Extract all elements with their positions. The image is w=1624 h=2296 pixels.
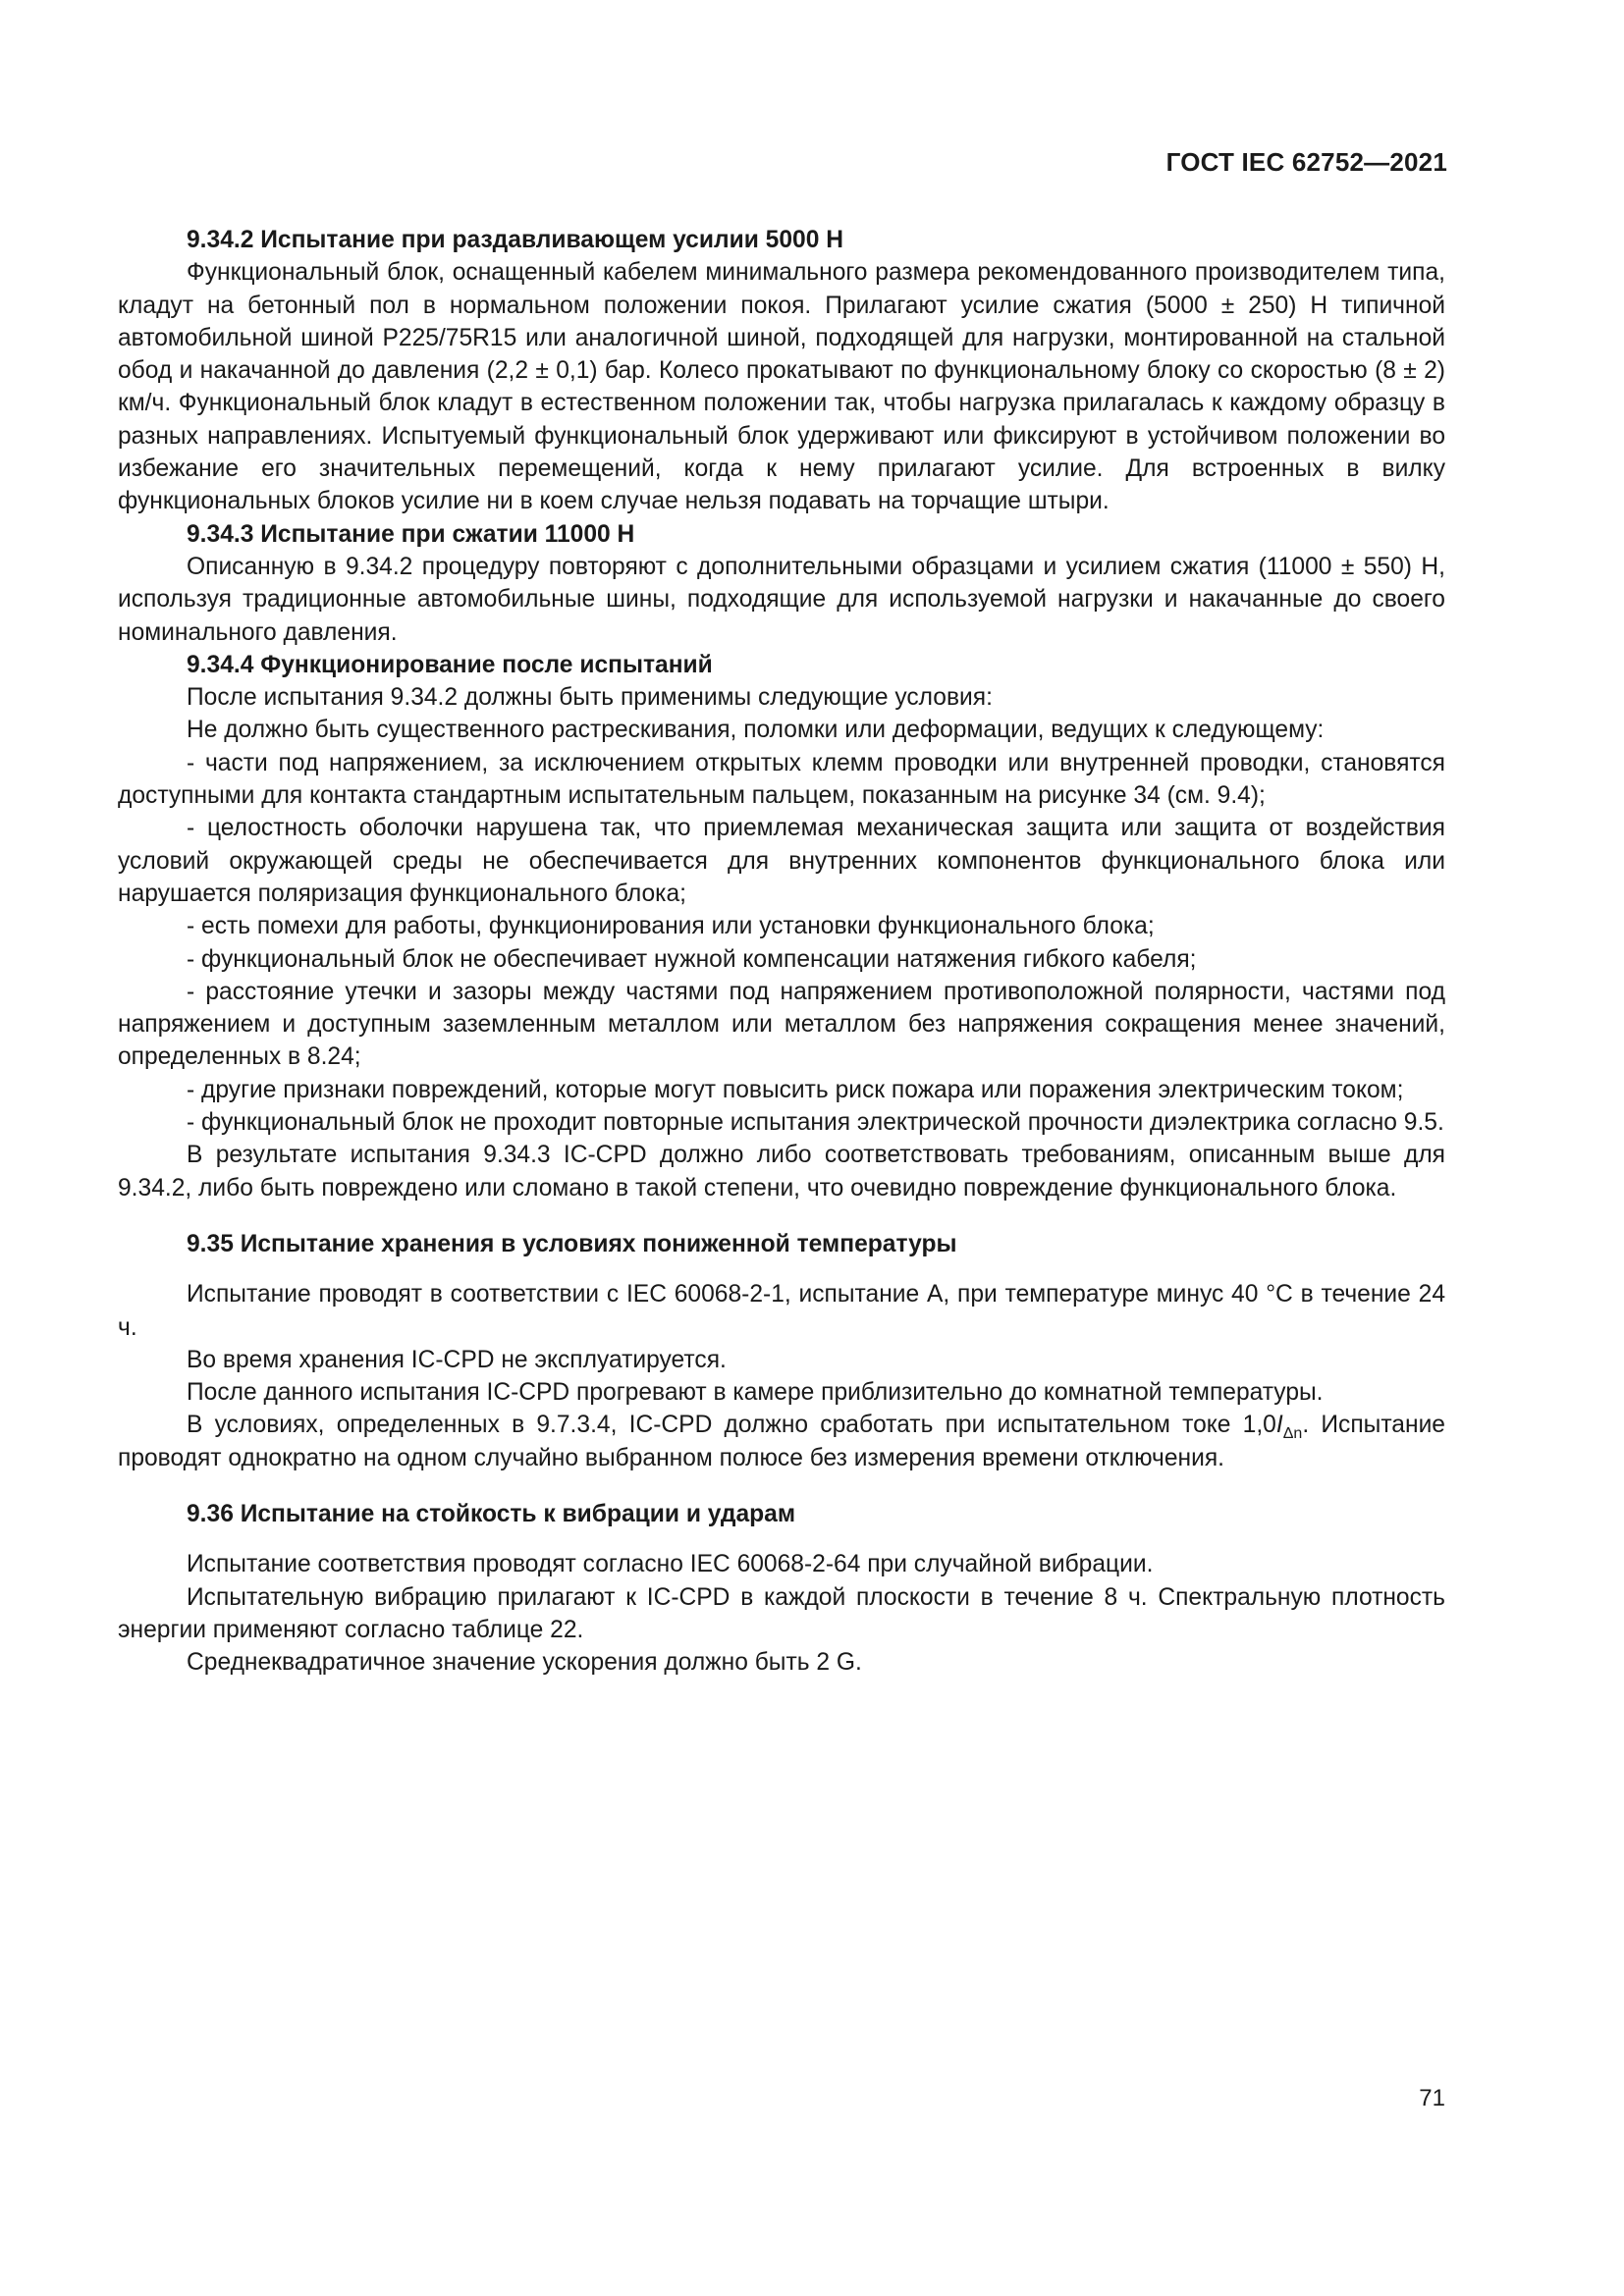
paragraph: Описанную в 9.34.2 процедуру повторяют с дополнительными образцами и усилием сжатия (11000 ± 550) Н, используя традиционные автомобильные шины, подходящие для используемой нагрузки и накачанные до своего номинального давления. <box>118 553 1445 646</box>
section-heading-9-34-3: 9.34.3 Испытание при сжатии 11000 Н <box>187 520 635 548</box>
list-item: - функциональный блок не проходит повторные испытания электрической прочности диэлектрика согласно 9.5. <box>187 1109 1444 1137</box>
list-item: - есть помехи для работы, функционирования или установки функционального блока; <box>187 913 1155 940</box>
paragraph: В результате испытания 9.34.3 IC-CPD должно либо соответствовать требованиям, описанным выше для 9.34.2, либо быть повреждено или сломано в такой степени, что очевидно повреждение функционального блока. <box>118 1142 1445 1201</box>
list-item: - другие признаки повреждений, которые могут повысить риск пожара или поражения электрическим током; <box>187 1076 1404 1103</box>
section-heading-9-34-2: 9.34.2 Испытание при раздавливающем усилии 5000 Н <box>187 227 843 253</box>
document-body <box>118 224 1445 1679</box>
paragraph: После данного испытания IC-CPD прогревают в камере приблизительно до комнатной температуры. <box>187 1379 1324 1407</box>
paragraph: Испытание проводят в соответствии с IEC 60068-2-1, испытание А, при температуре минус 40 °С в течение 24 ч. <box>118 1281 1445 1341</box>
section-heading-9-35: 9.35 Испытание хранения в условиях пониженной температуры <box>187 1230 957 1257</box>
text-run: . Испытание проводят однократно на одном случайно выбранном полюсе без измерения времени отключения. <box>118 1412 1445 1471</box>
current-symbol: I <box>1275 1412 1283 1439</box>
document-code-header: ГОСТ IEC 62752—2021 <box>1165 147 1447 177</box>
paragraph: После испытания 9.34.2 должны быть применимы следующие условия: <box>187 684 993 712</box>
list-item: - функциональный блок не обеспечивает нужной компенсации натяжения гибкого кабеля; <box>187 945 1197 973</box>
paragraph <box>118 1409 1445 1474</box>
paragraph: Не должно быть существенного растрескивания, поломки или деформации, ведущих к следующему: <box>187 717 1325 744</box>
paragraph: Испытание соответствия проводят согласно IEC 60068-2-64 при случайной вибрации. <box>187 1551 1154 1578</box>
paragraph: Испытательную вибрацию прилагают к IC-CPD в каждой плоскости в течение 8 ч. Спектральную плотность энергии применяют согласно таблице 22. <box>118 1583 1445 1643</box>
paragraph: Функциональный блок, оснащенный кабелем минимального размера рекомендованного производителем типа, кладут на бетонный пол в нормальном положении покоя. Прилагают усилие сжатия (5000 ± 250) Н типичной автомобильной шиной P225/75R15 или аналогичной шиной, подходящей для нагрузки, монтированной на стальной обод и накачанной до давления (2,2 ± 0,1) бар. Колесо прокатывают по функциональному блоку со скоростью (8 ± 2) км/ч. Функциональный блок кладут в естественном положении так, чтобы нагрузка прилагалась к каждому образцу в разных направлениях. Испытуемый функциональный блок удерживают или фиксируют в устойчивом положении во избежание его значительных перемещений, когда к нему прилагают усилие. Для встроенных в вилку функциональных блоков усилие ни в коем случае нельзя подавать на торчащие штыри. <box>118 259 1445 515</box>
paragraph: Во время хранения IC-CPD не эксплуатируется. <box>187 1346 727 1373</box>
paragraph: Среднеквадратичное значение ускорения должно быть 2 G. <box>187 1649 862 1677</box>
list-item: - части под напряжением, за исключением открытых клемм проводки или внутренней проводки, становятся доступными для контакта стандартным испытательным пальцем, показанным на рисунке 34 (см. 9.4); <box>118 749 1445 810</box>
text-run: В условиях, определенных в 9.7.3.4, IC-CPD должно сработать при испытательном токе 1,0 <box>187 1412 1276 1439</box>
list-item: - целостность оболочки нарушена так, что приемлемая механическая защита или защита от воздействия условий окружающей среды не обеспечивается для внутренних компонентов функционального блока или нарушается поляризация функционального блока; <box>118 815 1445 907</box>
section-heading-9-36: 9.36 Испытание на стойкость к вибрации и ударам <box>187 1500 796 1527</box>
current-subscript: Δn <box>1282 1425 1303 1443</box>
list-item: - расстояние утечки и зазоры между частями под напряжением противоположной полярности, частями под напряжением и доступным заземленным металлом или металлом без напряжения сокращения менее значений, определенных в 8.24; <box>118 978 1445 1071</box>
section-heading-9-34-4: 9.34.4 Функционирование после испытаний <box>187 651 713 678</box>
page-number: 71 <box>1419 2085 1445 2111</box>
